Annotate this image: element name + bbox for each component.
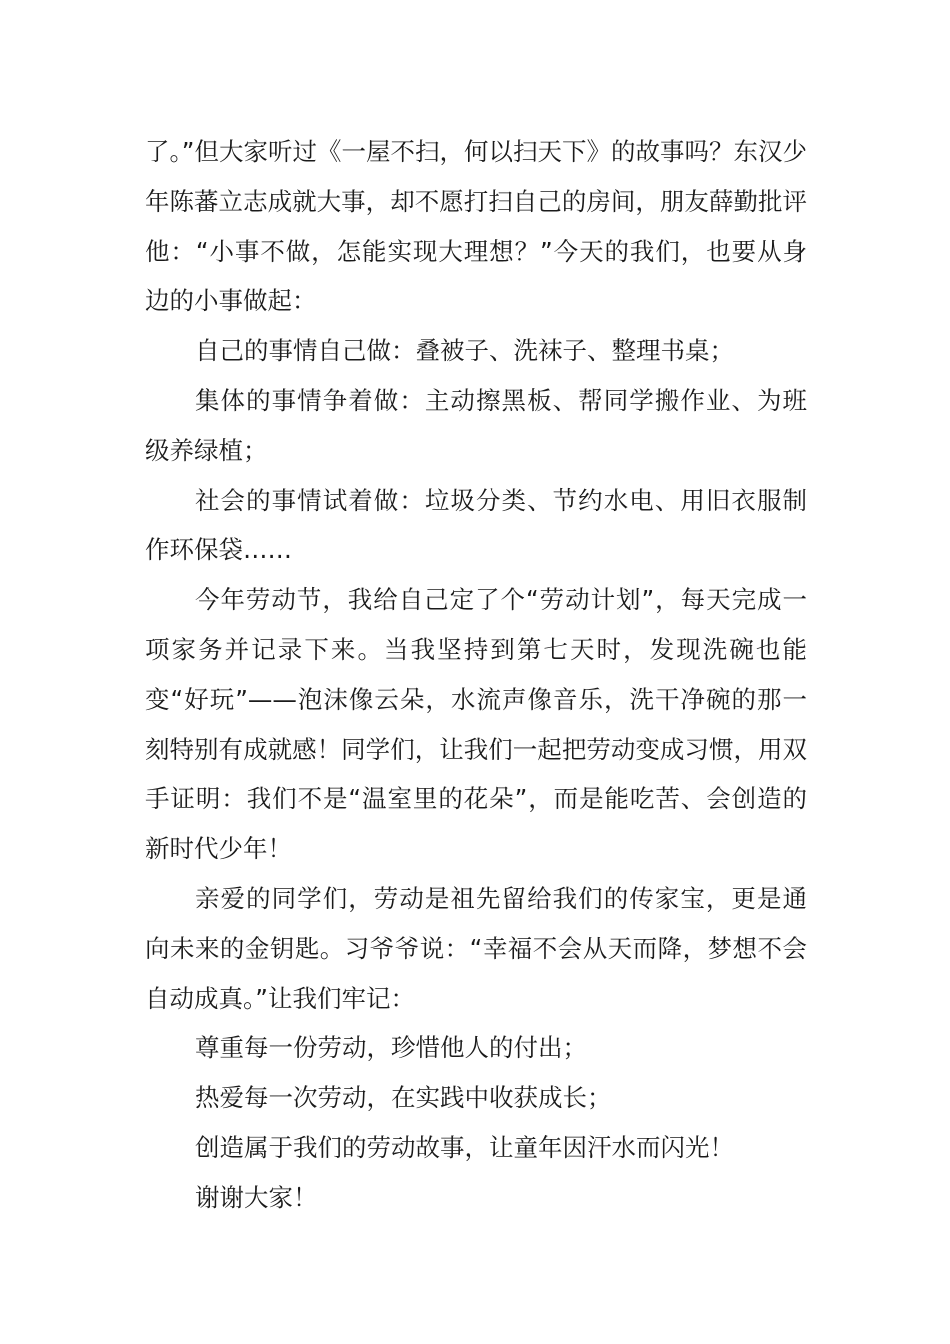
paragraph-respect-labor: 尊重每一份劳动，珍惜他人的付出； bbox=[195, 1033, 587, 1063]
paragraph-own-tasks: 自己的事情自己做：叠被子、洗袜子、整理书桌； bbox=[195, 336, 734, 366]
paragraph-social-tasks: 社会的事情试着做：垃圾分类、节约水电、用旧衣服制作环保袋…… bbox=[145, 485, 807, 565]
paragraph-create-story: 创造属于我们的劳动故事，让童年因汗水而闪光！ bbox=[195, 1132, 734, 1162]
paragraph-thanks: 谢谢大家！ bbox=[195, 1182, 318, 1212]
paragraph-intro-story: 了。”但大家听过《一屋不扫，何以扫天下》的故事吗？东汉少年陈蕃立志成就大事，却不愿打扫自己的房间，朋友薛勤批评他：“小事不做，怎能实现大理想？”今天的我们，也要从身边的小事做起： bbox=[145, 137, 807, 316]
paragraph-love-labor: 热爱每一次劳动，在实践中收获成长； bbox=[195, 1083, 612, 1113]
paragraph-heritage: 亲爱的同学们，劳动是祖先留给我们的传家宝，更是通向未来的金钥匙。习爷爷说：“幸福不会从天而降，梦想不会自动成真。”让我们牢记： bbox=[145, 883, 807, 1013]
paragraph-labor-plan: 今年劳动节，我给自己定了个“劳动计划”，每天完成一项家务并记录下来。当我坚持到第七天时，发现洗碗也能变“好玩”——泡沫像云朵，水流声像音乐，洗干净碗的那一刻特别有成就感！同学们，让我们一起把劳动变成习惯，用双手证明：我们不是“温室里的花朵”，而是能吃苦、会创造的新时代少年！ bbox=[145, 585, 807, 864]
speech-body bbox=[145, 127, 807, 1223]
paragraph-group-tasks: 集体的事情争着做：主动擦黑板、帮同学搬作业、为班级养绿植； bbox=[145, 385, 807, 465]
